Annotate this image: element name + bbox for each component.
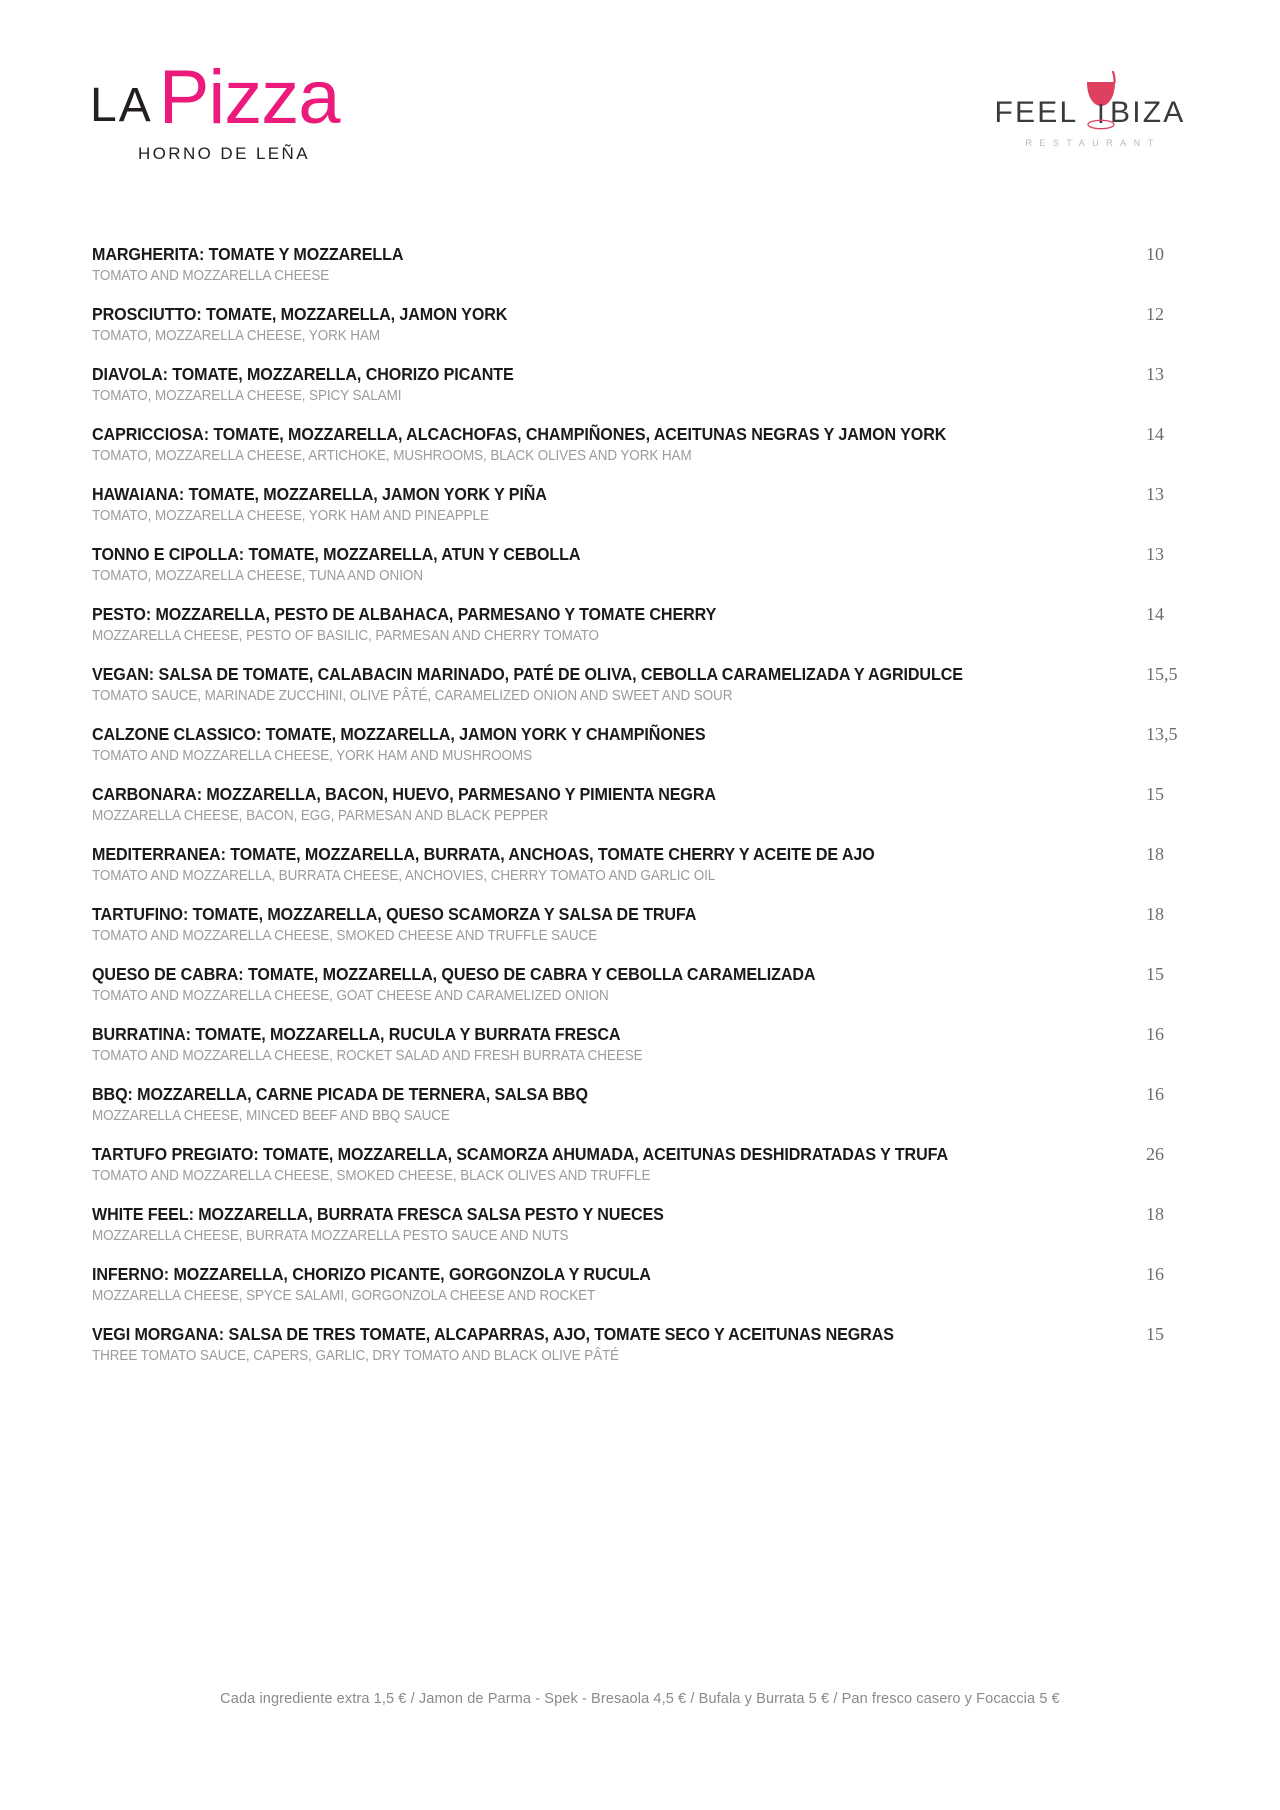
- menu-item-name: TARTUFO PREGIATO: TOMATE, MOZZARELLA, SCAMORZA AHUMADA, ACEITUNAS DESHIDRATADAS Y TRUFA: [92, 1144, 949, 1164]
- menu-item: [92, 963, 1190, 1006]
- menu-item-header-row: [92, 1143, 1190, 1165]
- menu-item-header-row: [92, 783, 1190, 805]
- menu-item-name: MARGHERITA: TOMATE Y MOZZARELLA: [92, 244, 404, 264]
- menu-item-description: TOMATO, MOZZARELLA CHEESE, YORK HAM: [92, 328, 380, 344]
- menu-item-price: 10: [1146, 244, 1164, 264]
- menu-item-price: 13: [1146, 544, 1164, 564]
- menu-item: [92, 1083, 1190, 1126]
- menu-item-description: TOMATO SAUCE, MARINADE ZUCCHINI, OLIVE PÂTÉ, CARAMELIZED ONION AND SWEET AND SOUR: [92, 688, 733, 704]
- menu-item-name: QUESO DE CABRA: TOMATE, MOZZARELLA, QUESO DE CABRA Y CEBOLLA CARAMELIZADA: [92, 964, 816, 984]
- menu-item-name: INFERNO: MOZZARELLA, CHORIZO PICANTE, GORGONZOLA Y RUCULA: [92, 1264, 651, 1284]
- menu-item: [92, 783, 1190, 826]
- wine-glass-icon: [1081, 70, 1121, 132]
- menu-item-header-row: [92, 1323, 1190, 1345]
- menu-item-name: TONNO E CIPOLLA: TOMATE, MOZZARELLA, ATUN Y CEBOLLA: [92, 544, 581, 564]
- menu-item-description: TOMATO AND MOZZARELLA CHEESE, SMOKED CHEESE AND TRUFFLE SAUCE: [92, 928, 598, 944]
- menu-item: [92, 483, 1190, 526]
- menu-item-price: 14: [1146, 604, 1164, 624]
- menu-item-price: 15: [1146, 964, 1164, 984]
- menu-item-price: 15: [1146, 1324, 1164, 1344]
- menu-item-header-row: [92, 963, 1190, 985]
- menu-item-name: VEGAN: SALSA DE TOMATE, CALABACIN MARINADO, PATÉ DE OLIVA, CEBOLLA CARAMELIZADA Y AGRIDULCE: [92, 664, 963, 684]
- menu-item-header-row: [92, 303, 1190, 325]
- menu-item-price: 26: [1146, 1144, 1164, 1164]
- menu-item-name: HAWAIANA: TOMATE, MOZZARELLA, JAMON YORK Y PIÑA: [92, 484, 547, 504]
- menu-item-description: TOMATO AND MOZZARELLA CHEESE, ROCKET SALAD AND FRESH BURRATA CHEESE: [92, 1048, 643, 1064]
- menu-item-header-row: [92, 663, 1190, 685]
- menu-item-name: BURRATINA: TOMATE, MOZZARELLA, RUCULA Y BURRATA FRESCA: [92, 1024, 621, 1044]
- menu-item: [92, 1023, 1190, 1066]
- menu-item-header-row: [92, 723, 1190, 745]
- menu-item-header-row: [92, 1203, 1190, 1225]
- menu-item-header-row: [92, 603, 1190, 625]
- menu-item-header-row: [92, 483, 1190, 505]
- menu-item-price: 18: [1146, 844, 1164, 864]
- menu-item-price: 12: [1146, 304, 1164, 324]
- brand-lockup: [90, 55, 510, 164]
- menu-item-name: TARTUFINO: TOMATE, MOZZARELLA, QUESO SCAMORZA Y SALSA DE TRUFA: [92, 904, 697, 924]
- menu-item-name: PROSCIUTTO: TOMATE, MOZZARELLA, JAMON YORK: [92, 304, 508, 324]
- menu-item-description: TOMATO, MOZZARELLA CHEESE, SPICY SALAMI: [92, 388, 402, 404]
- menu-item: [92, 903, 1190, 946]
- menu-item: [92, 603, 1190, 646]
- brand-subtitle: HORNO DE LEÑA: [138, 144, 310, 163]
- menu-item-name: MEDITERRANEA: TOMATE, MOZZARELLA, BURRATA, ANCHOAS, TOMATE CHERRY Y ACEITE DE AJO: [92, 844, 875, 864]
- menu-item-name: PESTO: MOZZARELLA, PESTO DE ALBAHACA, PARMESANO Y TOMATE CHERRY: [92, 604, 717, 624]
- menu-item: [92, 1143, 1190, 1186]
- logo-word-ibiza: BIZA: [1109, 96, 1186, 129]
- menu-item-price: 15,5: [1146, 664, 1178, 684]
- menu-item-description: TOMATO, MOZZARELLA CHEESE, TUNA AND ONION: [92, 568, 423, 584]
- menu-item-header-row: [92, 1023, 1190, 1045]
- menu-item-price: 16: [1146, 1024, 1164, 1044]
- menu-item-name: BBQ: MOZZARELLA, CARNE PICADA DE TERNERA, SALSA BBQ: [92, 1084, 588, 1104]
- feel-ibiza-logo: [980, 70, 1200, 148]
- menu-item-price: 14: [1146, 424, 1164, 444]
- logo-wordmark-row: [980, 70, 1200, 134]
- menu-item-price: 16: [1146, 1264, 1164, 1284]
- menu-item-description: THREE TOMATO SAUCE, CAPERS, GARLIC, DRY TOMATO AND BLACK OLIVE PÂTÉ: [92, 1348, 620, 1364]
- menu-item-header-row: [92, 243, 1190, 265]
- menu-item: [92, 843, 1190, 886]
- menu-item: [92, 303, 1190, 346]
- menu-item-description: MOZZARELLA CHEESE, SPYCE SALAMI, GORGONZOLA CHEESE AND ROCKET: [92, 1288, 596, 1304]
- menu-item-description: TOMATO AND MOZZARELLA CHEESE: [92, 268, 330, 284]
- page-footer: [0, 1690, 1280, 1707]
- menu-item-price: 15: [1146, 784, 1164, 804]
- menu-item-header-row: [92, 843, 1190, 865]
- logo-word-feel: FEEL: [994, 96, 1079, 129]
- menu-item-header-row: [92, 543, 1190, 565]
- menu-item-description: MOZZARELLA CHEESE, BURRATA MOZZARELLA PESTO SAUCE AND NUTS: [92, 1228, 569, 1244]
- menu-item-name: CARBONARA: MOZZARELLA, BACON, HUEVO, PARMESANO Y PIMIENTA NEGRA: [92, 784, 716, 804]
- menu-item-description: MOZZARELLA CHEESE, PESTO OF BASILIC, PARMESAN AND CHERRY TOMATO: [92, 628, 599, 644]
- menu-item-description: MOZZARELLA CHEESE, MINCED BEEF AND BBQ SAUCE: [92, 1108, 450, 1124]
- menu-item-name: WHITE FEEL: MOZZARELLA, BURRATA FRESCA SALSA PESTO Y NUECES: [92, 1204, 664, 1224]
- menu-item: [92, 723, 1190, 766]
- menu-item-description: TOMATO AND MOZZARELLA CHEESE, SMOKED CHEESE, BLACK OLIVES AND TRUFFLE: [92, 1168, 651, 1184]
- menu-item-name: VEGI MORGANA: SALSA DE TRES TOMATE, ALCAPARRAS, AJO, TOMATE SECO Y ACEITUNAS NEGRAS: [92, 1324, 894, 1344]
- menu-item-header-row: [92, 1083, 1190, 1105]
- menu-item-price: 18: [1146, 904, 1164, 924]
- menu-item-price: 16: [1146, 1084, 1164, 1104]
- menu-item: [92, 243, 1190, 286]
- menu-item: [92, 363, 1190, 406]
- menu-item-price: 18: [1146, 1204, 1164, 1224]
- page-title: [90, 55, 510, 142]
- logo-tagline: RESTAURANT: [1025, 138, 1161, 148]
- menu-item-description: TOMATO AND MOZZARELLA CHEESE, GOAT CHEESE AND CARAMELIZED ONION: [92, 988, 609, 1004]
- menu-item: [92, 1203, 1190, 1246]
- menu-item-name: CALZONE CLASSICO: TOMATE, MOZZARELLA, JAMON YORK Y CHAMPIÑONES: [92, 724, 706, 744]
- extras-note: Cada ingrediente extra 1,5 € / Jamon de Parma - Spek - Bresaola 4,5 € / Bufala y Burrata 5 € / Pan fresco casero y Focaccia 5 €: [220, 1690, 1060, 1707]
- menu-item-price: 13: [1146, 484, 1164, 504]
- menu-item-description: MOZZARELLA CHEESE, BACON, EGG, PARMESAN AND BLACK PEPPER: [92, 808, 549, 824]
- menu-item-description: TOMATO AND MOZZARELLA CHEESE, YORK HAM AND MUSHROOMS: [92, 748, 533, 764]
- menu-item-header-row: [92, 363, 1190, 385]
- page-header: [0, 0, 1280, 210]
- brand-title-pizza: Pizza: [158, 55, 340, 140]
- menu-item: [92, 663, 1190, 706]
- menu-item-header-row: [92, 1263, 1190, 1285]
- menu-item-header-row: [92, 903, 1190, 925]
- menu-item: [92, 1263, 1190, 1306]
- menu-item-description: TOMATO, MOZZARELLA CHEESE, ARTICHOKE, MUSHROOMS, BLACK OLIVES AND YORK HAM: [92, 448, 692, 464]
- menu-item: [92, 1323, 1190, 1366]
- menu-item-name: DIAVOLA: TOMATE, MOZZARELLA, CHORIZO PICANTE: [92, 364, 514, 384]
- brand-title-la: LA: [90, 79, 153, 132]
- menu-item-header-row: [92, 423, 1190, 445]
- menu-item-price: 13: [1146, 364, 1164, 384]
- menu-item-name: CAPRICCIOSA: TOMATE, MOZZARELLA, ALCACHOFAS, CHAMPIÑONES, ACEITUNAS NEGRAS Y JAMON YORK: [92, 424, 947, 444]
- menu-item-description: TOMATO, MOZZARELLA CHEESE, YORK HAM AND PINEAPPLE: [92, 508, 489, 524]
- menu-item: [92, 543, 1190, 586]
- menu-list: [92, 243, 1190, 1383]
- menu-item-price: 13,5: [1146, 724, 1178, 744]
- menu-item-description: TOMATO AND MOZZARELLA, BURRATA CHEESE, ANCHOVIES, CHERRY TOMATO AND GARLIC OIL: [92, 868, 716, 884]
- menu-item: [92, 423, 1190, 466]
